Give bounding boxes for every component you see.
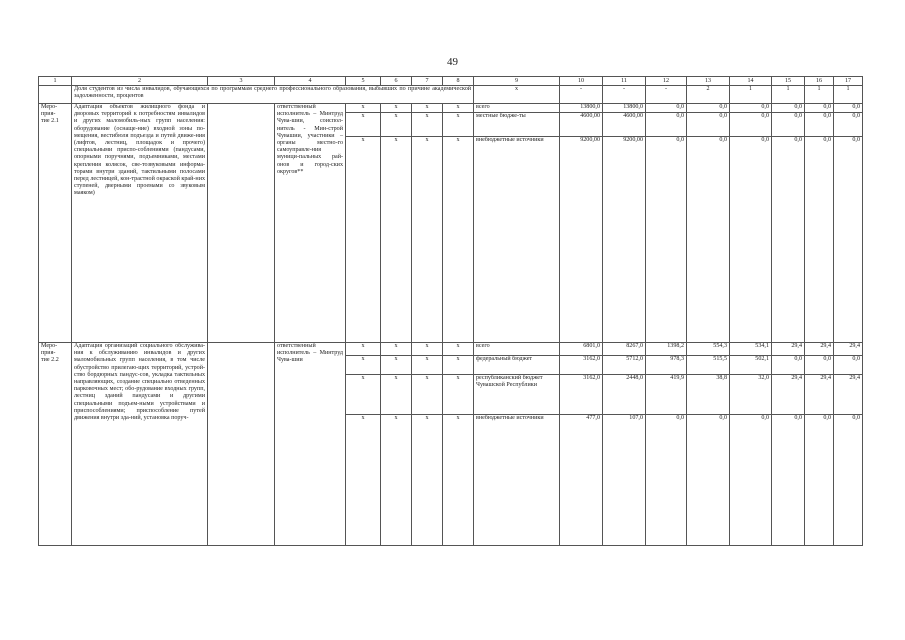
funding-value: 0,0 [646,113,687,137]
funding-value: 502,1 [730,356,772,375]
measure-code: Меро- прия- тие 2.1 [39,104,72,343]
x-mark: х [381,104,412,113]
funding-value: 107,0 [603,415,646,546]
column-header: 9 [474,77,560,86]
funding-value: 0,0 [834,137,863,343]
funding-value: 38,8 [687,375,730,415]
funding-value: 0,0 [834,104,863,113]
funding-value: 3162,0 [560,375,603,415]
column-header: 16 [805,77,834,86]
x-mark: х [412,343,443,356]
funding-value: 0,0 [834,415,863,546]
funding-value: 9200,00 [560,137,603,343]
funding-value: 0,0 [730,137,772,343]
indicator-value: 1 [805,86,834,104]
x-mark: х [443,375,474,415]
funding-value: 0,0 [730,415,772,546]
measure-description: Адаптация объектов жилищного фонда и дворовых территорий к потребностям инвалидов и других маломобиль-ных групп населения: оборудование (оснаще-ние) входной зоны по-мещения, вестибюля подъезда и путей движе-ния (лифтов, лестниц, площадок и прочего) специальными приспо-соблениями (пандусами, опорными поручнями, подъемниками, местами крепления колясок, све-тозвуковыми информа-торами внутри зданий, тактильными полосами перед лестницей, кон-трастной окраской край-них ступеней, дверными проемами со звуковым маяком) [72,104,208,343]
indicator-value: 1 [772,86,805,104]
funding-value: 13800,0 [560,104,603,113]
funding-value: 29,4 [805,375,834,415]
funding-value: 29,4 [772,343,805,356]
funding-value: 4600,00 [560,113,603,137]
funding-value: 0,0 [646,137,687,343]
funding-value: 515,5 [687,356,730,375]
column-header: 4 [275,77,346,86]
x-mark: х [412,137,443,343]
measure-executor: ответственный исполнитель – Минтруд Чува-шии, соиспол-нитель - Мин-строй Чувашии, участники – органы местно-го самоуправле-ния муници-пальных рай-онов и город-ских округов** [275,104,346,343]
measure-row [39,104,863,113]
funding-source: внебюджетные источники [474,415,560,546]
column-header: 3 [208,77,275,86]
indicator-row [39,86,863,104]
x-mark: х [443,415,474,546]
funding-value: 0,0 [805,356,834,375]
column-header: 1 [39,77,72,86]
funding-value: 1398,2 [646,343,687,356]
x-mark: х [443,343,474,356]
funding-source: всего [474,343,560,356]
funding-value: 29,4 [834,343,863,356]
funding-value: 978,3 [646,356,687,375]
column-header: 11 [603,77,646,86]
column-header: 2 [72,77,208,86]
column-header: 13 [687,77,730,86]
funding-value: 4600,00 [603,113,646,137]
funding-source: республиканский бюджет Чувашской Республики [474,375,560,415]
column-header: 14 [730,77,772,86]
funding-value: 0,0 [646,415,687,546]
x-mark: х [443,104,474,113]
funding-value: 29,4 [805,343,834,356]
funding-value: 5712,0 [603,356,646,375]
x-mark: х [346,137,381,343]
column-header: 6 [381,77,412,86]
funding-value: 0,0 [805,415,834,546]
funding-source: внебюджетные источники [474,137,560,343]
x-mark: х [412,356,443,375]
indicator-c9: х [474,86,560,104]
funding-value: 0,0 [687,104,730,113]
funding-value: 29,4 [772,375,805,415]
funding-value: 9200,00 [603,137,646,343]
funding-value: 0,0 [646,104,687,113]
measure-code: Меро- прия- тие 2.2 [39,343,72,546]
funding-value: 6801,0 [560,343,603,356]
column-header: 10 [560,77,603,86]
funding-value: 0,0 [772,113,805,137]
indicator-value: - [603,86,646,104]
funding-value: 0,0 [772,137,805,343]
funding-value: 0,0 [772,356,805,375]
x-mark: х [412,415,443,546]
funding-value: 0,0 [687,137,730,343]
funding-value: 0,0 [772,104,805,113]
measure-description: Адаптация организаций социального обслужива-ния к обслуживанию инвалидов и других маломобильных групп населения, в том числе обустройство прилегаю-щих территорий, устрой-ство бордюрных пандус-сов, укладка тактильных направляющих, создание специально отведенных парковочных мест; обо-рудование входных групп, лестниц зданий пандусами и другими специальными подъем-ными устройствами и приспособлениями; приспособление путей движения внутри зда-ний, установка поруч- [72,343,208,546]
funding-value: 32,0 [730,375,772,415]
column-header-row [39,77,863,86]
funding-value: 3162,0 [560,356,603,375]
column-header: 7 [412,77,443,86]
indicator-text: Доля студентов из числа инвалидов, обучающихся по программам среднего профессионального образования, выбывших по причине академической задолженности, процентов [72,86,474,104]
x-mark: х [412,104,443,113]
column-header: 12 [646,77,687,86]
x-mark: х [346,356,381,375]
funding-value: 29,4 [834,375,863,415]
funding-value: 0,0 [730,113,772,137]
funding-value: 477,0 [560,415,603,546]
funding-value: 13800,0 [603,104,646,113]
column-header: 17 [834,77,863,86]
x-mark: х [443,356,474,375]
measure-executor: ответственный исполнитель – Минтруд Чува-шии [275,343,346,546]
x-mark: х [381,415,412,546]
indicator-value: 1 [834,86,863,104]
x-mark: х [443,113,474,137]
funding-value: 2448,0 [603,375,646,415]
x-mark: х [346,415,381,546]
x-mark: х [346,113,381,137]
funding-value: 0,0 [805,104,834,113]
x-mark: х [346,104,381,113]
funding-value: 0,0 [834,113,863,137]
funding-source: местные бюдже-ты [474,113,560,137]
page-number: 49 [447,56,458,68]
x-mark: х [381,356,412,375]
funding-value: 0,0 [772,415,805,546]
funding-value: 0,0 [730,104,772,113]
budget-table [38,76,863,546]
measure-row [39,343,863,356]
funding-source: всего [474,104,560,113]
x-mark: х [381,343,412,356]
funding-value: 8267,0 [603,343,646,356]
x-mark: х [346,375,381,415]
funding-value: 0,0 [687,113,730,137]
funding-value: 0,0 [805,137,834,343]
indicator-value: - [560,86,603,104]
x-mark: х [346,343,381,356]
funding-value: 419,9 [646,375,687,415]
x-mark: х [412,113,443,137]
funding-value: 0,0 [805,113,834,137]
x-mark: х [443,137,474,343]
indicator-value: 1 [730,86,772,104]
indicator-value: - [646,86,687,104]
funding-source: федеральный бюджет [474,356,560,375]
funding-value: 534,1 [730,343,772,356]
x-mark: х [381,375,412,415]
column-header: 5 [346,77,381,86]
funding-value: 0,0 [687,415,730,546]
x-mark: х [381,113,412,137]
x-mark: х [412,375,443,415]
funding-value: 0,0 [834,356,863,375]
indicator-value: 2 [687,86,730,104]
column-header: 8 [443,77,474,86]
funding-value: 554,3 [687,343,730,356]
x-mark: х [381,137,412,343]
column-header: 15 [772,77,805,86]
